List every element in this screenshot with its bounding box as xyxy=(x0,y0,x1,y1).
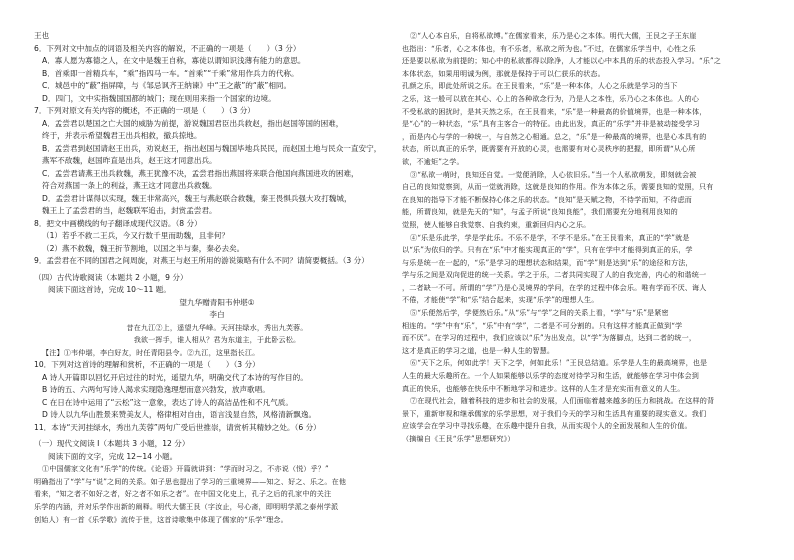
right-column-line: ⑥“天下之乐，何如此学！天下之学，何如此乐！”王艮总结道。乐学是人生的最高境界，也是 xyxy=(410,358,708,368)
right-column-line: ，而是内心与学的一种统一，与自然之心相通。总之，“乐”是一种最高的境界，也是心本具有的 xyxy=(402,131,707,141)
left-column-line: 8．把文中画横线的句子翻译成现代汉语。（8 分） xyxy=(34,218,202,228)
right-column-line: 还是要以私欲为前提的；知心中的私欲都得以除净，人才能以心中本具的乐的状态投入学习。“乐”之 xyxy=(402,56,722,66)
left-column-line: 看来，“知之者不如好之者，好之者不如乐之者”。在中国文化史上，孔子之后的孔家中的关注 xyxy=(34,489,332,499)
left-column-line: B．首乘即一首精兵车，“乘”指四马一车。“首乘”“千乘”常用作兵力的代称。 xyxy=(42,68,299,78)
left-column-line: 终于，并表示希望魏君王出兵相救，撤兵掠地。 xyxy=(42,131,202,140)
right-column-line: ，二者缺一不可。所谓的“学”乃是心灵境界的学问，在学的过程中体会乐。唯有学而不厌、诲人 xyxy=(402,282,707,292)
right-column-line: 这才是真正的学习之道，也是一种人生的智慧。 xyxy=(402,345,555,355)
right-column-line: ②“人心本自乐，自将私欲缚。”在儒家看来，乐乃是心之本体。明代大儒，王艮之子王东崖 xyxy=(410,31,697,40)
left-column-line: 明确指出了“学”与“说”之间的关系。如子思也提出了学习的三重境界——知之、好之、乐之。在他 xyxy=(34,476,347,486)
right-column-line: 与乐是统一在一起的，“乐”是学习的理想状态和结果，而“学”则是达到“乐”的途径和方法， xyxy=(402,257,693,267)
left-column-line: 乐学的内涵，并对乐学作出新的阐释。明代大儒王艮（字汝止，号心斋，即明明学派之泰州学派 xyxy=(34,502,339,512)
left-column-line: B 诗的五、六两句写诗人渴求实现隐逸理想而意兴勃发，放声歌唱。 xyxy=(42,385,270,395)
left-column-line: （2）燕不救魏，魏王折节割地，以国之半与秦，秦必去矣。 xyxy=(42,243,245,253)
right-column-line: 以“乐”为依归的学。只有在“乐”中才能实现真正的“学”，只有在学中才能得到真正的乐，学 xyxy=(402,245,693,255)
left-column-line: C．孟尝君请燕王出兵救魏，燕王犹豫不决，孟尝君指出燕国将来联合他国向燕国进攻的困难， xyxy=(42,168,359,178)
right-column-line: 不受私欲的困扰时，是其天然之乐，在王艮看来，“乐”是一种最高的价值境界，也是一种本体， xyxy=(402,106,707,116)
left-column-line: D．孟尝君计谋得以实现，魏王非常高兴，魏王与燕赵联合救魏，秦王畏惧兵强大攻打魏城， xyxy=(42,193,352,203)
right-column-line: 学与乐之间是双向促进的统一关系。学之于乐，二者共同实现了人的自我完善，内心的和谐统一 xyxy=(402,270,707,280)
left-column-line: 【注】①韦仲堪，李白好友，时任青阳县令。②九江，这里指长江。 xyxy=(42,347,260,357)
right-column-line: 相连的。“学”中有“乐”，“乐”中有“学”，二者是不可分割的。只有这样才能真正做到“学 xyxy=(402,320,683,330)
right-column-line: 状态，所以真正的乐学，既需要有开放的心灵，也需要有对心灵秩序的把握，即所谓“从心所 xyxy=(402,144,696,154)
left-column-line: （四）古代诗歌阅读（本题共 2 小题，9 分） xyxy=(34,272,188,282)
left-column-line: （一）现代文阅读 I（本题共 3 小题，12 分） xyxy=(34,439,190,449)
left-column-line: 阅读下面的文字，完成 12~14 小题。 xyxy=(48,451,178,461)
left-column-line: 符合对燕国一条上的利益，燕王这才同意出兵救魏。 xyxy=(42,181,217,190)
right-column-line: ③“私欲一萌时，良知还自觉。一觉便消除，人心依旧乐。”当一个人私欲萌发，即刻就会被 xyxy=(410,169,697,179)
right-column-line: ⑤“乐便然后学，学便然后乐。”从“乐”与“学”之间的关系上看，“学”与“乐”是紧密 xyxy=(410,308,669,318)
left-column-line: 7．下列对原文有关内容的概述，不正确的一项是（ ）（3 分） xyxy=(34,106,255,115)
right-column-line: 景下，重新审视和继承儒家的乐学思想，对于我们今天的学习和生活具有重要的现实意义。我们 xyxy=(402,408,707,418)
right-column-line: （摘编自《王艮“乐学”思想研究》） xyxy=(402,434,515,443)
left-column-line: A．孟尝君以楚国之亡大国的威胁为前提，游说魏国君臣出兵救赵，指出赵国等国的困难， xyxy=(42,118,344,128)
right-column-line: ⑦在现代社会，随着科技的进步和社会的发展，人们面临着越来越多的压力和挑战。在这样的背 xyxy=(410,396,715,406)
left-column-line: 阅读下面这首诗，完成 10～11 题。 xyxy=(48,285,171,294)
right-column-line: 在良知的指导下才能不断保持心体之乐的状态。“良知”是天赋之物，不待学而知，不待虑而 xyxy=(402,194,693,204)
right-column-line: 自己的良知觉察到，从而一觉就消除，这就是良知的作用。作为本体之乐，需要良知的觉照，只有 xyxy=(402,182,714,192)
left-column-line: 魏王上了孟尝君的当，赵魏联军追击，封赏孟尝君。 xyxy=(42,206,217,215)
right-column-line: ④“乐是乐此学，学是学此乐。不乐不是学，不学不是乐。”在王艮看来，真正的“学”就是 xyxy=(410,232,690,242)
left-column-line: 望九华赠青阳韦仲堪① xyxy=(179,297,255,307)
left-column-line: 11．本诗“天河挂绿水，秀出九芙蓉”两句广受后世推崇，请赏析其精妙之处。（6 分） xyxy=(34,422,321,432)
left-column-line: 我欲一挥手，谁人相从？君为东道主，于此卧云松。 xyxy=(133,335,301,345)
left-column-line: 6．下列对文中加点的词语及相关内容的解说，不正确的一项是（ ）（3 分） xyxy=(34,43,301,53)
right-column-line: 也指出：“乐者，心之本体也，有不乐者，私欲之所为也。”不过，在儒家乐学当中，心性之乐 xyxy=(402,43,696,53)
left-column-line: D．四门，文中实指魏国国都的城门；现在则用来指一个国家的边境。 xyxy=(42,93,276,103)
left-column-line: 李白 xyxy=(209,310,225,319)
left-column-line: 9．孟尝君在不同的国君之间周旋，对燕王与赵王所用的游说策略有什么不同？请简要概括。（3 分） xyxy=(34,256,369,265)
right-column-line: 觉照，使人能够自我觉察、自我约束，重新回归内心之乐。 xyxy=(402,219,591,229)
left-column-line: 燕军不敌魏，赵国昨直是出兵，赵王这才同意出兵。 xyxy=(42,156,217,165)
left-column-line: C．城邑中的“蔽”指屏障，与《邹忌讽齐王纳谏》中“王之蔽”的“蔽”相同。 xyxy=(42,81,292,90)
right-column-line: 本体状态，如果用明诚为例，那就是保持于可以仁获乐的状态。 xyxy=(402,68,605,78)
left-column-line: B．孟尝君到赵国请赵王出兵，劝说赵王，指出赵国与魏国毕地兵民民，而赵国土地与民众一直安宁， xyxy=(42,143,382,153)
right-column-line: 孔颜之乐，即此处所说之乐。在王艮看来，“乐”是一种本体，人心之乐就是学习的当下 xyxy=(402,81,678,91)
left-column-line: 昔在九江②上，遥望九华峰。天河挂绿水，秀出九芙蓉。 xyxy=(126,322,308,332)
left-column-line: 王也 xyxy=(34,31,50,40)
left-column-line: D 诗人以九华山胜景来赞美友人，格律相对自由，语言浅显自然，风格清新飘逸。 xyxy=(42,410,317,420)
left-column-line: 创始人）有一首《乐学歌》流传于世，这首诗歌集中体现了儒家的“乐学”理念。 xyxy=(34,514,288,524)
right-column-line: 之乐，这一般可以放在其心、心上的各种欲念行为，乃是人之本性，乐乃心之本体也。人的心 xyxy=(402,93,699,103)
right-column-line: 而不厌”。在学习的过程中，我们应该以“乐”为出发点，以“学”为落脚点，达到二者的统一， xyxy=(402,333,697,343)
left-column-line: 10．下列对这首诗的理解和赏析，不正确的一项是（ ）（3 分） xyxy=(34,360,260,370)
right-column-line: 应该学会在学习中寻找乐趣，在乐趣中提升自我，从而实现个人的全面发展和人生的价值。 xyxy=(402,421,692,431)
right-column-line: 人生的最大乐趣所在。一个人如果能够以乐学的态度对待学习和生活，就能够在学习中体会到 xyxy=(402,371,699,381)
right-column-line: 真正的快乐，也能够在快乐中不断地学习和进步。这样的人生才是充实而有意义的人生。 xyxy=(402,383,685,393)
right-column-line: 欲，不逾矩”之学。 xyxy=(402,156,464,166)
right-column-line: 能，所谓良知，就是先天的“知”，与孟子所说“良知良能”，我们需要充分地利用良知的 xyxy=(402,207,678,217)
left-column-line: ①中国儒家文化有“乐学”的传统。《论语》开篇就讲到：“学而时习之，不亦说（悦）乎？” xyxy=(42,464,329,474)
right-column-line: 是“心”的一种状态，“乐”具有主客合一的特征。由此出发，真正的“乐学”并非是被动接受学习 xyxy=(402,119,700,129)
left-column-line: （1）若乎不救二王兵，今又行数千里而助魏，且非何？ xyxy=(42,231,230,240)
left-column-line: A．寡人愿为寡德之人，在文中是魏王自称，寡徒以谓知识浅薄有能力的意思。 xyxy=(42,56,306,65)
right-column xyxy=(402,30,776,446)
left-column-line: A 诗人开篇即以回忆开启过往的时光，遥望九华，明确交代了本诗的写作目的。 xyxy=(42,372,308,382)
left-column xyxy=(34,30,400,526)
right-column-line: 不倦，才能使“学”和“乐”结合起来，实现“乐学”的理想人生。 xyxy=(402,295,599,305)
left-column-line: C 在日在诗中运用了“云松”这一意象，表达了诗人的高洁品性和不凡气质。 xyxy=(42,397,293,407)
